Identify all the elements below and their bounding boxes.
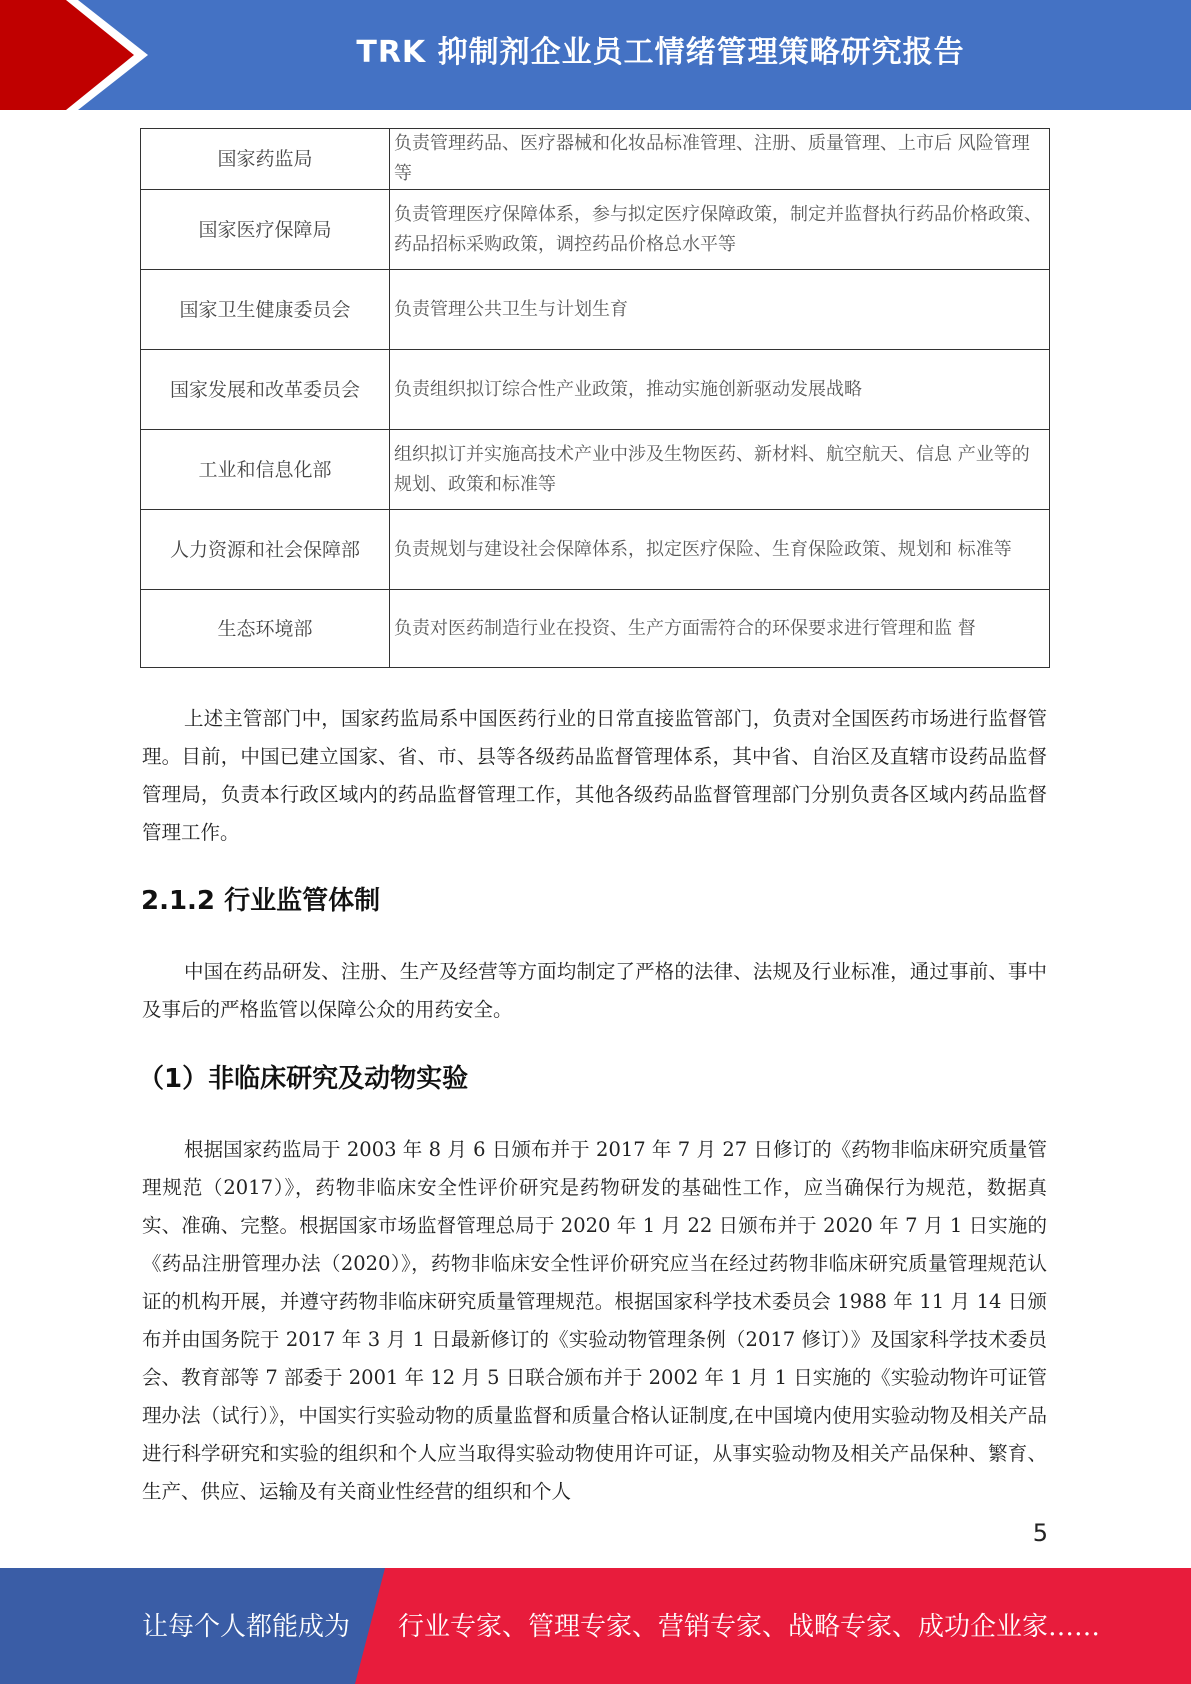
department-name: 工业和信息化部: [141, 430, 390, 510]
department-duty: 负责管理公共卫生与计划生育: [390, 270, 1050, 350]
department-name: 人力资源和社会保障部: [141, 510, 390, 590]
page-footer: [0, 1568, 1191, 1684]
department-name: 国家医疗保障局: [141, 190, 390, 270]
page-number: 5: [1032, 1519, 1048, 1547]
table-row: [141, 510, 1050, 590]
paragraph-nonclinical: 根据国家药监局于 2003 年 8 月 6 日颁布并于 2017 年 7 月 27 日修订的《药物非临床研究质量管理规范（2017）》，药物非临床安全性评价研究是药物研发的基础性工作，应当确保行为规范，数据真实、准确、完整。根据国家市场监督管理总局于 2020 年 1 月 22 日颁布并于 2020 年 7 月 1 日实施的《药品注册管理办法（2020）》，药物非临床安全性评价研究应当在经过药物非临床研究质量管理规范认证的机构开展，并遵守药物非临床研究质量管理规范。根据国家科学技术委员会 1988 年 11 月 14 日颁布并由国务院于 2017 年 3 月 1 日最新修订的《实验动物管理条例（2017 修订）》及国家科学技术委员会、教育部等 7 部委于 2001 年 12 月 5 日联合颁布并于 2002 年 1 月 1 日实施的《实验动物许可证管理办法（试行）》，中国实行实验动物的质量监督和质量合格认证制度,在中国境内使用实验动物及相关产品进行科学研究和实验的组织和个人应当取得实验动物使用许可证，从事实验动物及相关产品保种、繁育、生产、供应、运输及有关商业性经营的组织和个人: [142, 1138, 1047, 1503]
header-red-arrow-shape: [0, 0, 150, 110]
department-duty: 负责对医药制造行业在投资、生产方面需符合的环保要求进行管理和监 督: [390, 590, 1050, 668]
footer-slogan-left: 让每个人都能成为: [142, 1612, 351, 1642]
subsection-heading: （1）非临床研究及动物实验: [138, 1064, 469, 1094]
department-name: 国家药监局: [141, 129, 390, 190]
department-duty: 组织拟订并实施高技术产业中涉及生物医药、新材料、航空航天、信息 产业等的规划、政策和标准等: [390, 430, 1050, 510]
department-name: 国家发展和改革委员会: [141, 350, 390, 430]
department-duty: 负责规划与建设社会保障体系，拟定医疗保险、生育保险政策、规划和 标准等: [390, 510, 1050, 590]
section-heading: 2.1.2 行业监管体制: [141, 886, 381, 916]
department-table: [140, 128, 1050, 668]
paragraph-regulatory-system: 中国在药品研发、注册、生产及经营等方面均制定了严格的法律、法规及行业标准，通过事前、事中及事后的严格监管以保障公众的用药安全。: [142, 960, 1047, 1021]
department-duty: 负责组织拟订综合性产业政策，推动实施创新驱动发展战略: [390, 350, 1050, 430]
table-row: [141, 190, 1050, 270]
table-row: [141, 270, 1050, 350]
department-name: 国家卫生健康委员会: [141, 270, 390, 350]
table-row: [141, 590, 1050, 668]
report-title: TRK 抑制剂企业员工情绪管理策略研究报告: [356, 35, 965, 70]
table-row: [141, 430, 1050, 510]
table-row: [141, 350, 1050, 430]
table-row: [141, 129, 1050, 190]
footer-slogan-right: 行业专家、管理专家、营销专家、战略专家、成功企业家……: [398, 1612, 1101, 1642]
department-name: 生态环境部: [141, 590, 390, 668]
department-duty: 负责管理药品、医疗器械和化妆品标准管理、注册、质量管理、上市后 风险管理等: [390, 129, 1050, 190]
page-header: [0, 0, 1191, 110]
department-duty: 负责管理医疗保障体系，参与拟定医疗保障政策，制定并监督执行药品价格政策、药品招标采购政策，调控药品价格总水平等: [390, 190, 1050, 270]
paragraph-regulators: 上述主管部门中，国家药监局系中国医药行业的日常直接监管部门，负责对全国医药市场进行监督管理。目前，中国已建立国家、省、市、县等各级药品监督管理体系，其中省、自治区及直辖市设药品监督管理局，负责本行政区域内的药品监督管理工作，其他各级药品监督管理部门分别负责各区域内药品监督管理工作。: [142, 707, 1047, 844]
